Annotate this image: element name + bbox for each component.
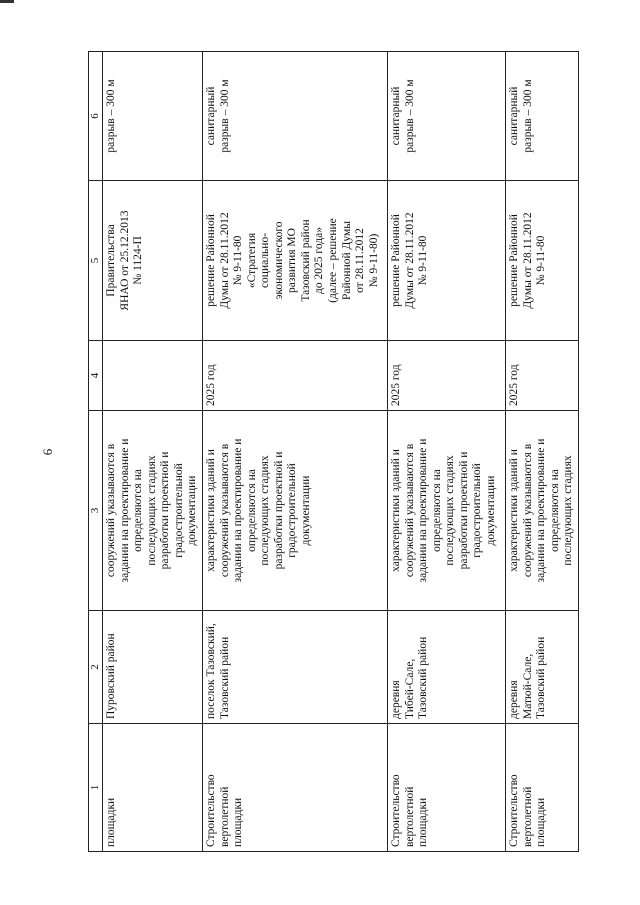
basis-document-cell: решение Районной Думы от 28.11.2012 № 9-11-80 — [387, 181, 505, 341]
characteristics-cell: характеристики зданий и сооружений указываются в задании на проектирование и определяются на последующих стадиях разработки проектной и градостроительной документации — [202, 411, 387, 611]
object-name-cell: Строительство вертолетной площадки — [202, 724, 387, 852]
protection-zone-cell: санитарный разрыв – 300 м — [202, 52, 387, 181]
column-number: 3 — [89, 411, 103, 611]
location-cell: поселок Тазовский, Тазовский район — [202, 611, 387, 724]
object-name-cell: площадки — [102, 724, 202, 852]
scan-edge-mark — [0, 0, 14, 3]
characteristics-cell: характеристики зданий и сооружений указываются в задании на проектирование и определяются на последующих стадиях — [505, 411, 578, 611]
location-cell: деревня Матюй-Сале, Тазовский район — [505, 611, 578, 724]
column-number-row — [89, 52, 103, 852]
protection-zone-cell: санитарный разрыв – 300 м — [387, 52, 505, 181]
rotated-table-sheet — [88, 52, 575, 852]
characteristics-cell: характеристики зданий и сооружений указываются в задании на проектирование и определяются на последующих стадиях разработки проектной и градостроительной документации — [387, 411, 505, 611]
characteristics-cell: сооружений указываются в задании на проектирование и определяются на последующих стадиях разработки проектной и градостроительной документации — [102, 411, 202, 611]
basis-document-cell: Правительства ЯНАО от 25.12.2013 № 1124-П — [102, 181, 202, 341]
deadline-cell: 2025 год — [387, 341, 505, 411]
table-row — [202, 52, 387, 852]
deadline-cell: 2025 год — [202, 341, 387, 411]
location-cell: деревня Тибей-Сале, Тазовский район — [387, 611, 505, 724]
projects-table — [88, 51, 579, 852]
column-number: 1 — [89, 724, 103, 852]
page-number: 6 — [40, 448, 55, 456]
protection-zone-cell: санитарный разрыв – 300 м — [505, 52, 578, 181]
column-number: 2 — [89, 611, 103, 724]
column-number: 5 — [89, 181, 103, 341]
column-number: 4 — [89, 341, 103, 411]
location-cell: Пуровский район — [102, 611, 202, 724]
object-name-cell: Строительство вертолетной площадки — [387, 724, 505, 852]
table-row — [505, 52, 578, 852]
table-row — [387, 52, 505, 852]
column-number: 6 — [89, 52, 103, 181]
protection-zone-cell: разрыв – 300 м — [102, 52, 202, 181]
deadline-cell — [102, 341, 202, 411]
deadline-cell: 2025 год — [505, 341, 578, 411]
object-name-cell: Строительство вертолетной площадки — [505, 724, 578, 852]
table-row — [102, 52, 202, 852]
basis-document-cell: решение Районной Думы от 28.11.2012 № 9-11-80 «Стратегия социально- экономического развития МО Тазовский район до 2025 года» (далее – решение Районной Думы от 28.11.2012 № 9-11-80) — [202, 181, 387, 341]
basis-document-cell: решение Районной Думы от 28.11.2012 № 9-11-80 — [505, 181, 578, 341]
